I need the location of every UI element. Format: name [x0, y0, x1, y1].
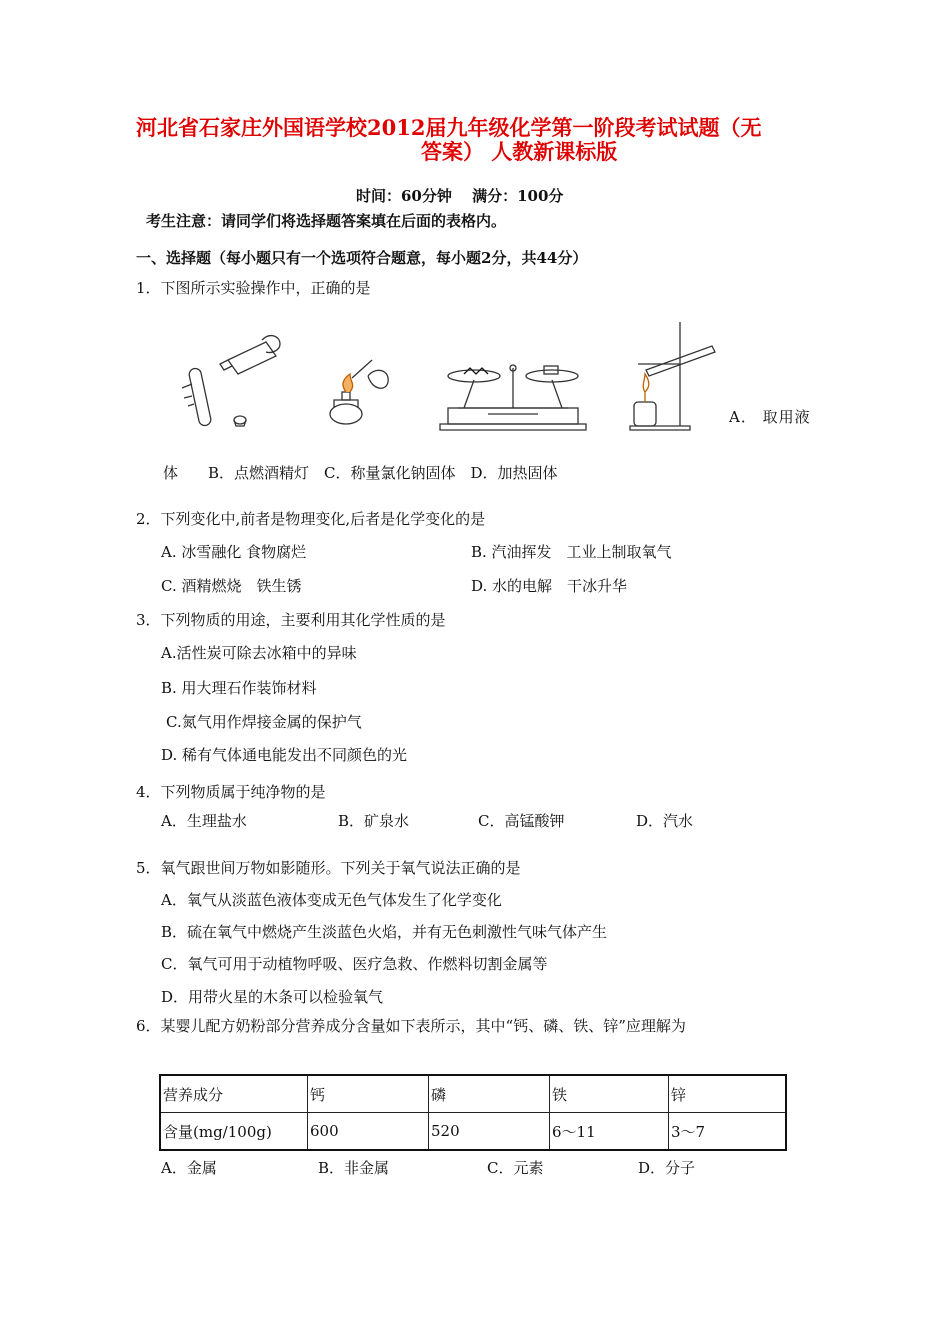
- q4-stem: 4．下列物质属于纯净物的是: [136, 783, 326, 801]
- table-cell: 3～7: [669, 1113, 787, 1151]
- q6-option-c: C．元素: [487, 1159, 544, 1177]
- nutrition-table: [159, 1074, 787, 1151]
- q2-stem: 2．下列变化中,前者是物理变化,后者是化学变化的是: [136, 510, 486, 528]
- q6-option-a: A．金属: [161, 1159, 217, 1177]
- q1-stem: 1．下图所示实验操作中，正确的是: [136, 279, 371, 297]
- q2-option-c: C. 酒精燃烧 铁生锈: [161, 577, 302, 595]
- table-cell: 含量(mg/100g): [160, 1113, 308, 1151]
- table-cell: 600: [308, 1113, 429, 1151]
- q3-option-c: C.氮气用作焊接金属的保护气: [166, 713, 362, 731]
- table-header-cell: 铁: [550, 1075, 669, 1113]
- doc-title-line2: 答案） 人教新课标版: [421, 139, 618, 164]
- doc-title-line1: 河北省石家庄外国语学校2012届九年级化学第一阶段考试试题（无: [136, 115, 762, 140]
- q1-option-a: A． 取用液: [729, 408, 811, 426]
- q4-option-c: C．高锰酸钾: [478, 812, 565, 830]
- q3-option-a: A.活性炭可除去冰箱中的异味: [161, 644, 357, 662]
- q4-option-d: D．汽水: [636, 812, 694, 830]
- table-header-cell: 钙: [308, 1075, 429, 1113]
- exam-notice: 考生注意：请同学们将选择题答案填在后面的表格内。: [146, 212, 507, 230]
- q4-option-a: A．生理盐水: [161, 812, 247, 830]
- q3-option-d: D. 稀有气体通电能发出不同颜色的光: [161, 746, 408, 764]
- q5-option-a: A．氧气从淡蓝色液体变成无色气体发生了化学变化: [161, 891, 502, 909]
- table-header-cell: 营养成分: [160, 1075, 308, 1113]
- q5-option-d: D．用带火星的木条可以检验氧气: [161, 988, 384, 1006]
- balance-icon: [440, 365, 586, 430]
- heating-setup-icon: [630, 322, 715, 430]
- table-header-cell: 磷: [429, 1075, 550, 1113]
- table-cell: 6～11: [550, 1113, 669, 1151]
- q3-stem: 3．下列物质的用途，主要利用其化学性质的是: [136, 611, 446, 629]
- exam-meta: 时间：60分钟 满分：100分: [356, 187, 564, 205]
- q2-option-d: D. 水的电解 干冰升华: [471, 577, 628, 595]
- q1-options-line: 体 B．点燃酒精灯 C．称量氯化钠固体 D．加热固体: [163, 464, 558, 482]
- table-header-cell: 锌: [669, 1075, 787, 1113]
- q6-stem: 6．某婴儿配方奶粉部分营养成分含量如下表所示，其中“钙、磷、铁、锌”应理解为: [136, 1017, 686, 1035]
- lab-operations-figure: [168, 318, 728, 438]
- q6-option-b: B．非金属: [318, 1159, 390, 1177]
- section-heading: 一、选择题（每小题只有一个选项符合题意，每小题2分，共44分）: [136, 249, 588, 267]
- q5-option-b: B．硫在氧气中燃烧产生淡蓝色火焰，并有无色刺激性气味气体产生: [161, 923, 608, 941]
- q4-option-b: B．矿泉水: [338, 812, 410, 830]
- q5-stem: 5．氧气跟世间万物如影随形。下列关于氧气说法正确的是: [136, 859, 521, 877]
- q3-option-b: B. 用大理石作装饰材料: [161, 679, 317, 697]
- q6-option-d: D．分子: [638, 1159, 696, 1177]
- q2-option-b: B. 汽油挥发 工业上制取氧气: [471, 543, 672, 561]
- q5-option-c: C．氧气可用于动植物呼吸、医疗急救、作燃料切割金属等: [161, 955, 548, 973]
- table-row: [160, 1113, 786, 1151]
- table-row: [160, 1075, 786, 1113]
- q2-option-a: A. 冰雪融化 食物腐烂: [161, 543, 307, 561]
- alcohol-lamp-icon: [330, 360, 388, 424]
- table-cell: 520: [429, 1113, 550, 1151]
- pour-liquid-icon: [182, 336, 280, 427]
